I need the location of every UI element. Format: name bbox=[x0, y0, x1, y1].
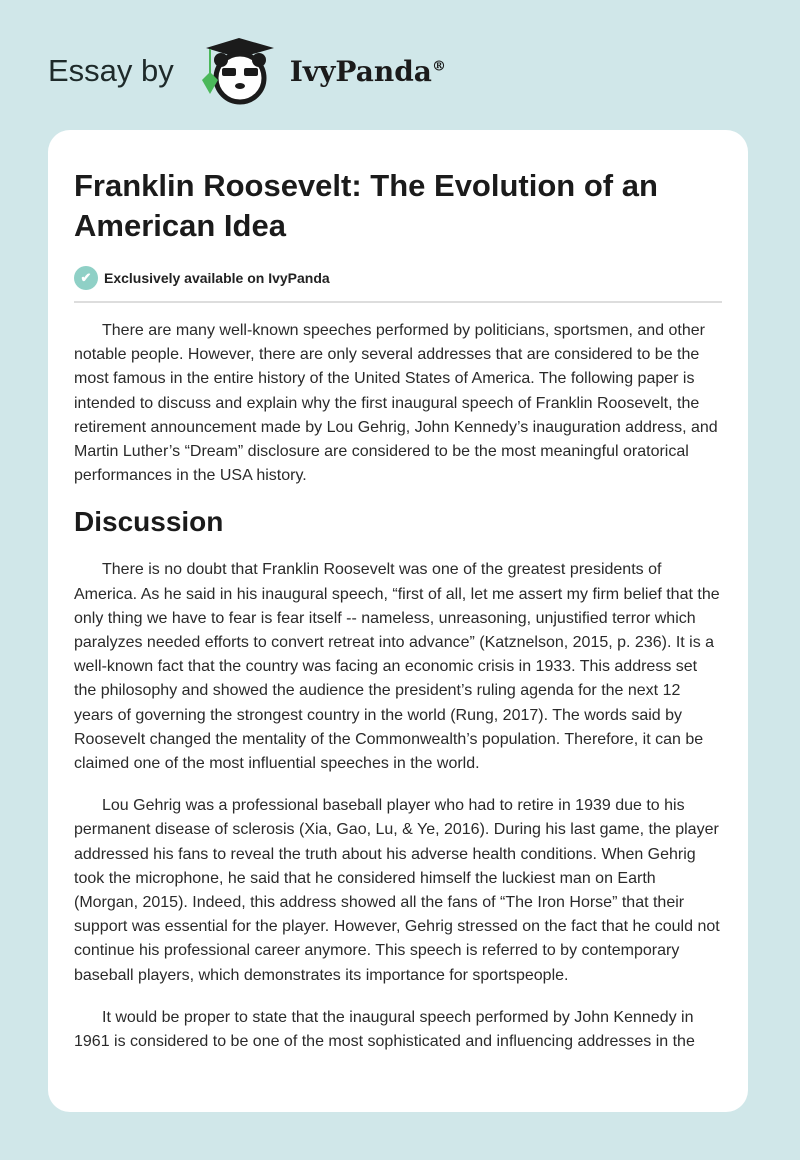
check-icon: ✔ bbox=[74, 266, 98, 290]
paragraph: There is no doubt that Franklin Roosevelt was one of the greatest presidents of America. As he said in his inaugural speech, “first of all, let me assert my firm belief that the only thing we have to fear is fear itself -- nameless, unreasoning, unjustified terror which paralyzes needed efforts to convert retreat into advance” (Katznelson, 2015, p. 236). It is a well-known fact that the country was facing an economic crisis in 1933. This address set the philosophy and showed the audience the president’s ruling agenda for the next 12 years of governing the strongest country in the world (Rung, 2017). The words said by Roosevelt changed the mentality of the Commonwealth’s population. Therefore, it can be claimed one of the most influential speeches in the world. bbox=[74, 561, 720, 773]
paragraph: Lou Gehrig was a professional baseball player who had to retire in 1939 due to his permanent disease of sclerosis (Xia, Gao, Lu, & Ye, 2016). During his last game, the player addressed his fans to reveal the truth about his adverse health conditions. When Gehrig took the microphone, he said that he considered himself the luckiest man on Earth (Morgan, 2015). Indeed, this address showed all the fans of “The Iron Horse” that their support was essential for the player. However, Gehrig stressed on the fact that he could not continue his professional career anymore. This speech is referred to by contemporary baseball players, which demonstrates its importance for sportspeople. bbox=[74, 797, 720, 984]
section-heading: Discussion bbox=[74, 506, 224, 538]
ivypanda-logo-icon[interactable] bbox=[194, 36, 284, 106]
essay-card bbox=[48, 130, 748, 1112]
badge-label: Exclusively available on IvyPanda bbox=[104, 270, 330, 286]
divider bbox=[74, 301, 722, 303]
site-header bbox=[48, 36, 446, 106]
brand-name: IvyPanda® bbox=[289, 54, 446, 88]
intro-paragraph: There are many well-known speeches performed by politicians, sportsmen, and other notable people. However, there are only several addresses that are considered to be the most famous in the entire history of the United States of America. The following paper is intended to discuss and explain why the first inaugural speech of Franklin Roosevelt, the retirement announcement made by Lou Gehrig, John Kennedy’s inauguration address, and Martin Luther’s “Dream” disclosure are considered to be the most meaningful oratorical performances in the USA history. bbox=[74, 322, 718, 485]
essay-title: Franklin Roosevelt: The Evolution of an American Idea bbox=[74, 168, 658, 243]
paragraph: It would be proper to state that the inaugural speech performed by John Kennedy in 1961 is considered to be one of the most sophisticated and influencing addresses in the bbox=[74, 1008, 695, 1051]
exclusive-badge bbox=[74, 266, 722, 290]
essay-by-label: Essay by bbox=[48, 53, 174, 88]
